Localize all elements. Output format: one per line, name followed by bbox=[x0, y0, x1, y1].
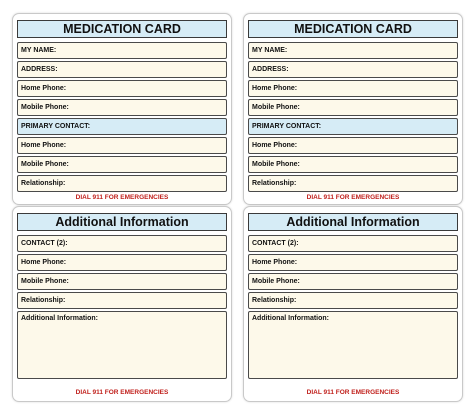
home-phone-field: Home Phone: bbox=[248, 254, 458, 271]
card-title: Additional Information bbox=[17, 213, 227, 231]
emergency-footer: DIAL 911 FOR EMERGENCIES bbox=[306, 389, 400, 396]
my-name-field: MY NAME: bbox=[248, 42, 458, 59]
relationship-field: Relationship: bbox=[248, 292, 458, 309]
home-phone-field: Home Phone: bbox=[17, 80, 227, 97]
home-phone-field: Home Phone: bbox=[17, 254, 227, 271]
medication-card-right bbox=[243, 13, 463, 205]
card-title: Additional Information bbox=[248, 213, 458, 231]
additional-information-field: Additional Information: bbox=[248, 311, 458, 379]
mobile-phone-field: Mobile Phone: bbox=[248, 273, 458, 290]
contact-mobile-phone-field: Mobile Phone: bbox=[248, 156, 458, 173]
primary-contact-field: PRIMARY CONTACT: bbox=[17, 118, 227, 135]
relationship-field: Relationship: bbox=[248, 175, 458, 192]
emergency-footer: DIAL 911 FOR EMERGENCIES bbox=[75, 194, 169, 201]
primary-contact-field: PRIMARY CONTACT: bbox=[248, 118, 458, 135]
relationship-field: Relationship: bbox=[17, 292, 227, 309]
contact-2-field: CONTACT (2): bbox=[17, 235, 227, 252]
mobile-phone-field: Mobile Phone: bbox=[17, 273, 227, 290]
emergency-footer: DIAL 911 FOR EMERGENCIES bbox=[306, 194, 400, 201]
card-title: MEDICATION CARD bbox=[17, 20, 227, 38]
contact-home-phone-field: Home Phone: bbox=[248, 137, 458, 154]
contact-2-field: CONTACT (2): bbox=[248, 235, 458, 252]
address-field: ADDRESS: bbox=[17, 61, 227, 78]
contact-home-phone-field: Home Phone: bbox=[17, 137, 227, 154]
my-name-field: MY NAME: bbox=[17, 42, 227, 59]
medication-card-left bbox=[12, 13, 232, 205]
address-field: ADDRESS: bbox=[248, 61, 458, 78]
card-title: MEDICATION CARD bbox=[248, 20, 458, 38]
emergency-footer: DIAL 911 FOR EMERGENCIES bbox=[75, 389, 169, 396]
additional-info-card-right bbox=[243, 206, 463, 402]
mobile-phone-field: Mobile Phone: bbox=[248, 99, 458, 116]
additional-information-field: Additional Information: bbox=[17, 311, 227, 379]
additional-info-card-left bbox=[12, 206, 232, 402]
relationship-field: Relationship: bbox=[17, 175, 227, 192]
mobile-phone-field: Mobile Phone: bbox=[17, 99, 227, 116]
contact-mobile-phone-field: Mobile Phone: bbox=[17, 156, 227, 173]
home-phone-field: Home Phone: bbox=[248, 80, 458, 97]
